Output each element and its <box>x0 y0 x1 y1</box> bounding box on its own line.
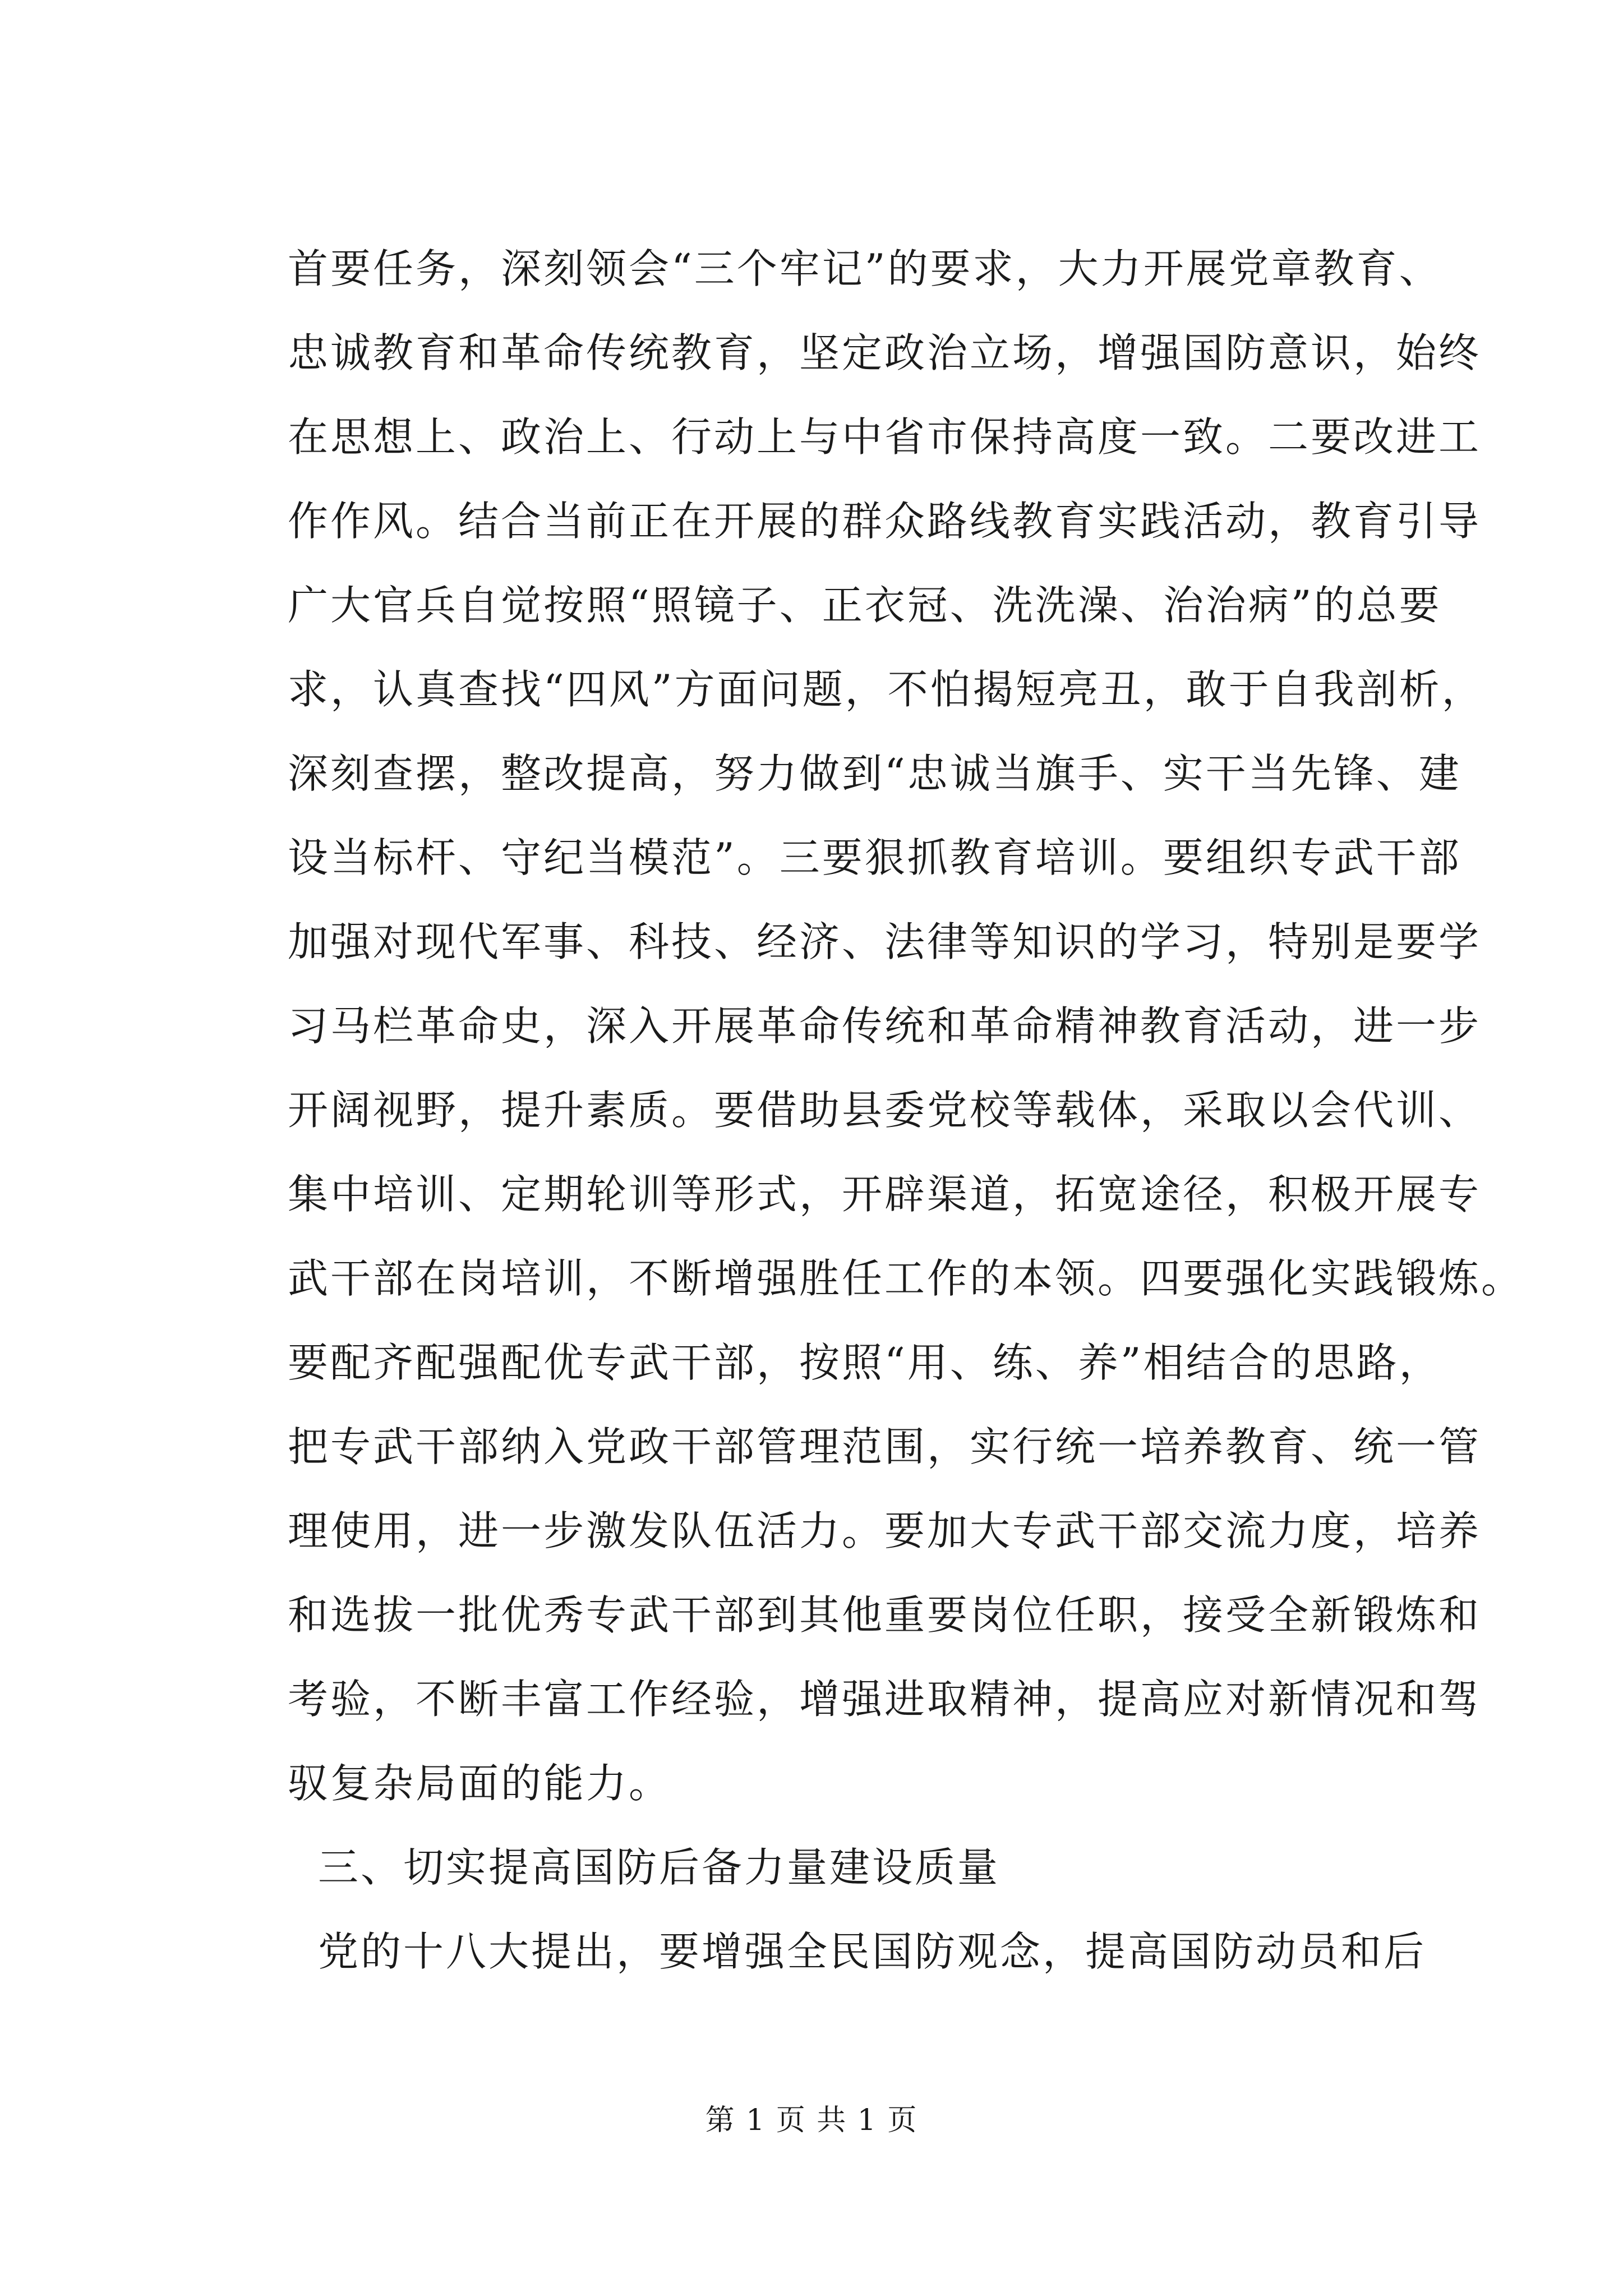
text-line: 集中培训、定期轮训等形式，开辟渠道，拓宽途径，积极开展专 <box>288 1171 1482 1218</box>
text-line: 首要任务，深刻领会“三个牢记”的要求，大力开展党章教育、 <box>288 245 1442 292</box>
text-line: 和选拔一批优秀专武干部到其他重要岗位任职，接受全新锻炼和 <box>288 1591 1482 1639</box>
text-line: 作作风。结合当前正在开展的群众路线教育实践活动，教育引导 <box>288 498 1482 545</box>
text-line: 加强对现代军事、科技、经济、法律等知识的学习，特别是要学 <box>288 918 1482 965</box>
text-line: 广大官兵自觉按照“照镜子、正衣冠、洗洗澡、治治病”的总要 <box>288 582 1442 629</box>
text-line: 深刻查摆，整改提高，努力做到“忠诚当旗手、实干当先锋、建 <box>288 750 1461 797</box>
section-heading: 三、切实提高国防后备力量建设质量 <box>318 1844 1000 1891</box>
text-line: 开阔视野，提升素质。要借助县委党校等载体，采取以会代训、 <box>288 1087 1482 1134</box>
text-line: 把专武干部纳入党政干部管理范围，实行统一培养教育、统一管 <box>288 1423 1482 1470</box>
text-line: 求，认真查找“四风”方面问题，不怕揭短亮丑，敢于自我剖析， <box>288 666 1484 713</box>
text-line: 要配齐配强配优专武干部，按照“用、练、养”相结合的思路， <box>288 1339 1442 1386</box>
document-body <box>288 227 1524 1994</box>
text-line: 武干部在岗培训，不断增强胜任工作的本领。四要强化实践锻炼。 <box>288 1255 1524 1302</box>
page-footer: 第 1 页 共 1 页 <box>705 2104 918 2137</box>
text-line: 在思想上、政治上、行动上与中省市保持高度一致。二要改进工 <box>288 413 1482 461</box>
text-line: 考验，不断丰富工作经验，增强进取精神，提高应对新情况和驾 <box>288 1676 1482 1723</box>
text-line: 忠诚教育和革命传统教育，坚定政治立场，增强国防意识，始终 <box>288 329 1482 376</box>
text-line-paragraph-end: 驭复杂局面的能力。 <box>288 1760 672 1807</box>
paragraph-first-line: 党的十八大提出，要增强全民国防观念，提高国防动员和后 <box>318 1928 1427 1975</box>
text-line: 设当标杆、守纪当模范”。三要狠抓教育培训。要组织专武干部 <box>288 834 1461 881</box>
text-line: 习马栏革命史，深入开展革命传统和革命精神教育活动，进一步 <box>288 1002 1482 1050</box>
text-line: 理使用，进一步激发队伍活力。要加大专武干部交流力度，培养 <box>288 1507 1482 1554</box>
